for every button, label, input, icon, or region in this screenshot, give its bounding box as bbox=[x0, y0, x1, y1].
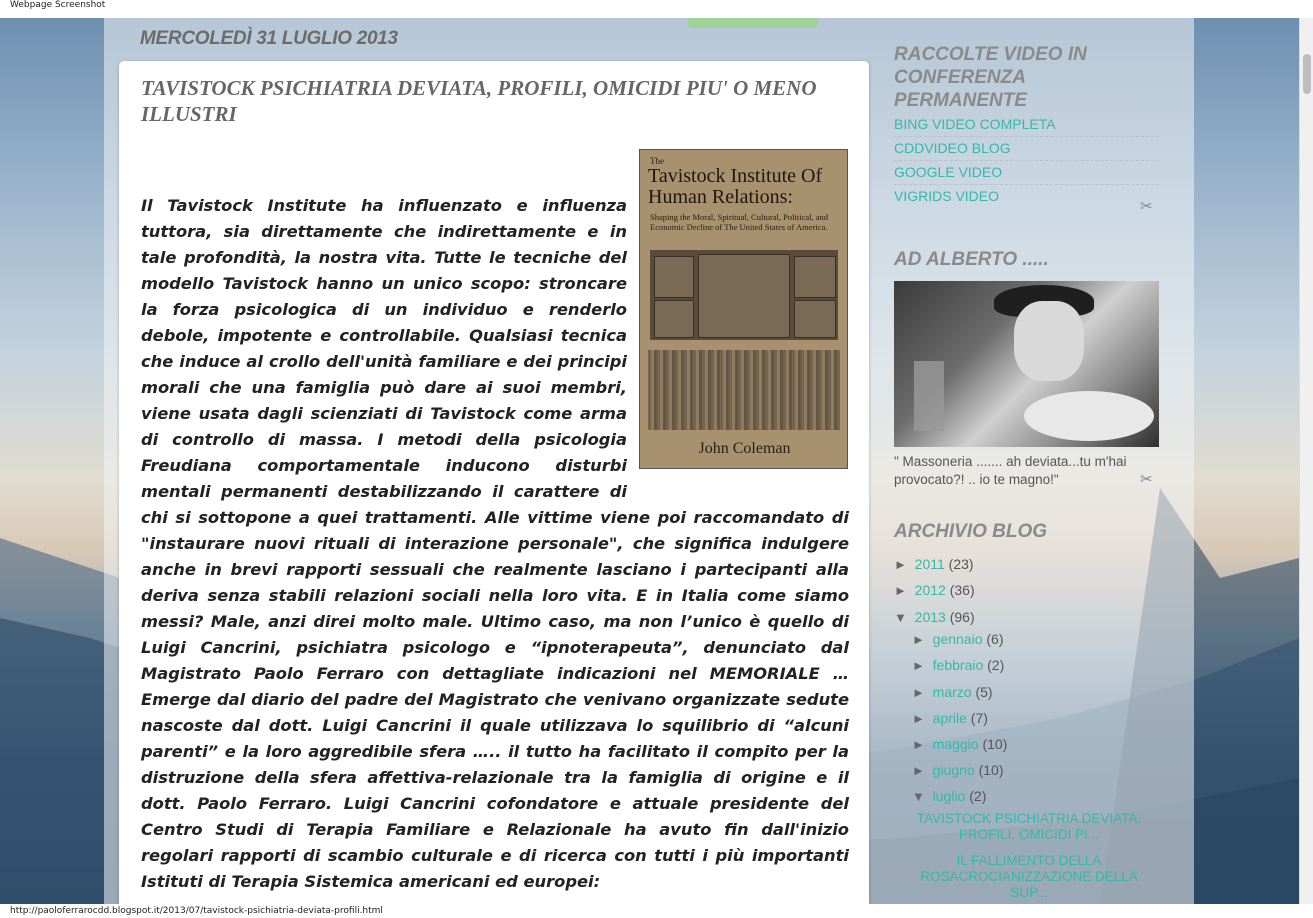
archive-post-link[interactable]: IL FALLIMENTO DELLA ROSACROCIANIZZAZIONE DELLA SUP... bbox=[920, 853, 1138, 900]
scrollbar-thumb[interactable] bbox=[1303, 54, 1311, 94]
book-the: The bbox=[650, 156, 664, 166]
archive-year-2013[interactable] bbox=[894, 609, 975, 625]
top-tab bbox=[688, 18, 818, 28]
expand-arrow-icon[interactable]: ► bbox=[894, 583, 907, 598]
expand-arrow-icon[interactable]: ► bbox=[894, 557, 907, 572]
status-url: http://paoloferrarocdd.blogspot.it/2013/07/tavistock-psichiatria-deviata-profili.html bbox=[10, 906, 383, 916]
archive-month-link[interactable]: febbraio bbox=[932, 657, 984, 673]
archive-year-link[interactable]: 2012 bbox=[914, 582, 946, 598]
link-vigrids-video[interactable]: VIGRIDS VIDEO bbox=[894, 188, 1000, 204]
archive-month-febbraio[interactable] bbox=[912, 657, 1004, 673]
archive-month-link[interactable]: gennaio bbox=[932, 631, 983, 647]
archive-count: (2) bbox=[969, 788, 987, 804]
archive-month-luglio[interactable] bbox=[912, 788, 986, 804]
archive-month-link[interactable]: luglio bbox=[932, 788, 966, 804]
archive-month-maggio[interactable] bbox=[912, 736, 1007, 752]
edit-widget-icon-2[interactable]: ✂ bbox=[1140, 470, 1153, 488]
book-author: John Coleman bbox=[698, 440, 791, 457]
archive-month-gennaio[interactable] bbox=[912, 631, 1004, 647]
archive-year-2012[interactable] bbox=[894, 582, 975, 598]
archive-year-2011[interactable] bbox=[894, 556, 974, 572]
link-google-video[interactable]: GOOGLE VIDEO bbox=[894, 161, 1159, 185]
post-body-text: Il Tavistock Institute ha influenzato e influenza tuttora, sia direttamente che indirettamente e in tale profondità, la nostra vita. Tutte le tecniche del modello Tavistock hanno un unico scopo: stroncare la forza psicologica di un individuo e renderlo debole, impotente e controllabile. Qualsiasi tecnica che induce al crollo dell'unità familiare e dei principi morali che una famiglia può dare ai suoi membri, viene usata dagli scienziati di Tavistock come arma di controllo di massa. I metodi della psicologia Freudiana comportamentale inducono disturbi mentali permanenti destabilizzando il carattere di chi si sottopone a quei trattamenti. Alle vittime viene poi raccomandato di "instaurare nuovi rituali di interazione personale", che significa indulgere anche in brevi rapporti sessuali che realmente lasciano i partecipanti alla deriva senza stabili relazioni sociali nella loro vita. E in Italia come siamo messi? Male, anzi direi molto male. Ultimo caso, ma non l’unico è quello di Luigi Cancrini, psichiatra psicologo e “ipnoterapeuta”, denunciato dal Magistrato Paolo Ferraro con dettagliate indicazioni nel MEMORIALE … Emerge dal diario del padre del Magistrato che venivano organizzate sedute nascoste dal dott. Luigi Cancrini il quale utilizzava lo squilibrio di “alcuni parenti” e la loro aggredibile sfera ….. il tutto ha facilitato il compito per la distruzione della sfera affettiva-relazionale tra la famiglia di origine e il dott. Paolo Ferraro. Luigi Cancrini cofondatore e attuale presidente del Centro Studi di Terapia Familiare e Relazionale ha avuto fin dall'inizio regolari rapporti di scambio culturale e di ricerca con tutti i più importanti Istituti di Terapia Sistemica americani ed europei: bbox=[141, 196, 849, 891]
archive-count: (2) bbox=[987, 657, 1005, 673]
book-subtitle: Shaping the Moral, Spiritual, Cultural, Political, and Economic Decline of The United States of America. bbox=[650, 212, 829, 232]
expand-arrow-icon[interactable]: ► bbox=[912, 711, 925, 726]
archive-count: (23) bbox=[948, 556, 974, 572]
date-header: MERCOLEDÌ 31 LUGLIO 2013 bbox=[140, 28, 398, 49]
post-body bbox=[141, 193, 849, 895]
archive-month-aprile[interactable] bbox=[912, 710, 988, 726]
archive-year-link[interactable]: 2011 bbox=[914, 556, 945, 572]
post-title[interactable]: TAVISTOCK PSICHIATRIA DEVIATA, PROFILI, OMICIDI PIU' O MENO ILLUSTRI bbox=[141, 76, 817, 126]
archive-month-marzo[interactable] bbox=[912, 684, 993, 700]
expand-arrow-icon[interactable]: ► bbox=[912, 685, 925, 700]
alberto-photo bbox=[894, 281, 1159, 447]
expand-arrow-icon[interactable]: ► bbox=[912, 737, 925, 752]
vertical-scrollbar[interactable] bbox=[1299, 18, 1313, 904]
collapse-arrow-icon[interactable]: ▼ bbox=[912, 789, 925, 804]
window-title-bar bbox=[0, 0, 1313, 18]
video-link-list bbox=[894, 113, 1159, 208]
window-title: Webpage Screenshot bbox=[10, 0, 106, 10]
blog-post bbox=[119, 61, 869, 904]
archive-count: (96) bbox=[949, 609, 975, 625]
link-bing-video[interactable]: BING VIDEO COMPLETA bbox=[894, 113, 1159, 137]
status-bar bbox=[0, 904, 1313, 918]
archive-month-link[interactable]: marzo bbox=[932, 684, 972, 700]
alberto-caption: " Massoneria ....... ah deviata...tu m'hai provocato?! .. io te magno!" bbox=[894, 454, 1127, 487]
archive-month-giugno[interactable] bbox=[912, 762, 1004, 778]
archive-count: (36) bbox=[949, 582, 975, 598]
video-widget-title: RACCOLTE VIDEO IN CONFERENZA PERMANENTE bbox=[894, 44, 1087, 111]
page-background bbox=[0, 18, 1299, 904]
alberto-widget-title: AD ALBERTO ..... bbox=[894, 249, 1049, 270]
archive-count: (10) bbox=[978, 762, 1004, 778]
archive-count: (7) bbox=[970, 710, 988, 726]
archive-month-link[interactable]: aprile bbox=[932, 710, 967, 726]
archive-title: ARCHIVIO BLOG bbox=[894, 521, 1048, 542]
expand-arrow-icon[interactable]: ► bbox=[912, 632, 925, 647]
collapse-arrow-icon[interactable]: ▼ bbox=[894, 610, 907, 625]
book-title: Tavistock Institute Of Human Relations: bbox=[648, 165, 823, 208]
archive-count: (10) bbox=[982, 736, 1008, 752]
archive-month-link[interactable]: giugno bbox=[932, 762, 975, 778]
archive-count: (6) bbox=[986, 631, 1004, 647]
archive-post-link[interactable]: TAVISTOCK PSICHIATRIA DEVIATA, PROFILI, OMICIDI PI... bbox=[916, 811, 1142, 842]
archive-month-link[interactable]: maggio bbox=[932, 736, 979, 752]
archive-year-link[interactable]: 2013 bbox=[914, 609, 946, 625]
expand-arrow-icon[interactable]: ► bbox=[912, 658, 925, 673]
edit-widget-icon[interactable]: ✂ bbox=[1140, 197, 1153, 215]
archive-count: (5) bbox=[975, 684, 993, 700]
expand-arrow-icon[interactable]: ► bbox=[912, 763, 925, 778]
link-cddvideo-blog[interactable]: CDDVIDEO BLOG bbox=[894, 137, 1159, 161]
